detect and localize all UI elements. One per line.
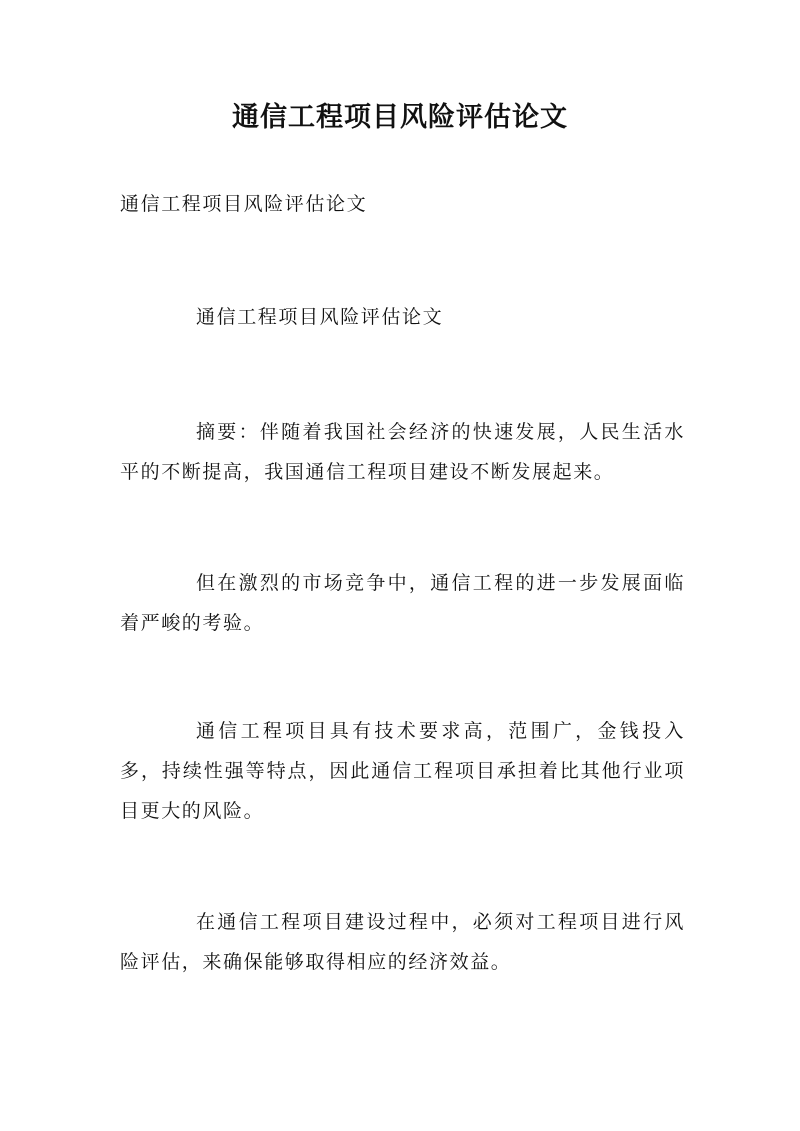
paragraph-risk-assessment: 在通信工程项目建设过程中，必须对工程项目进行风险评估，来确保能够取得相应的经济效益。 (120, 911, 685, 973)
document-title: 通信工程项目风险评估论文 (232, 102, 568, 133)
paragraph-characteristics: 通信工程项目具有技术要求高，范围广，金钱投入多，持续性强等特点，因此通信工程项目承担着比其他行业项目更大的风险。 (120, 720, 685, 822)
paragraph-competition: 但在激烈的市场竞争中，通信工程的进一步发展面临着严峻的考验。 (120, 572, 685, 634)
document-subtitle: 通信工程项目风险评估论文 (120, 193, 368, 215)
indented-heading: 通信工程项目风险评估论文 (196, 306, 444, 328)
paragraph-abstract: 摘要：伴随着我国社会经济的快速发展，人民生活水平的不断提高，我国通信工程项目建设不断发展起来。 (120, 421, 685, 483)
